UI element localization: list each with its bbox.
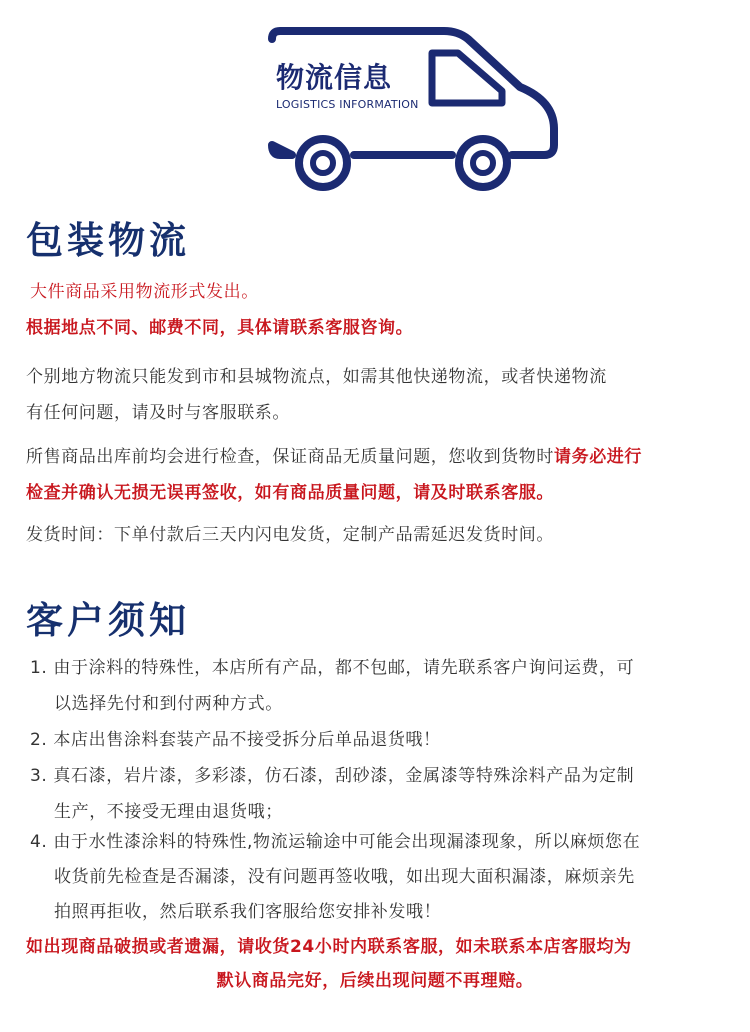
notice-item-3-cont: 生产，不接受无理由退货哦；	[54, 802, 283, 822]
notice-heading: 客户须知	[26, 599, 190, 642]
notice-item-1-cont: 以选择先付和到付两种方式。	[54, 694, 283, 714]
warning-line-1: 如出现商品破损或者遗漏，请收货24小时内联系客服，如未联系本店客服均为	[26, 937, 632, 957]
packaging-line-5	[26, 442, 750, 467]
packaging-line-1: 大件商品采用物流形式发出。	[30, 282, 259, 302]
notice-item-2: 2. 本店出售涂料套装产品不接受拆分后单品退货哦！	[30, 730, 441, 750]
notice-item-4: 4. 由于水性漆涂料的特殊性,物流运输途中可能会出现漏漆现象，所以麻烦您在	[30, 832, 641, 852]
packaging-line-2: 根据地点不同、邮费不同，具体请联系客服咨询。	[26, 318, 414, 338]
notice-item-4-cont-2: 拍照再拒收，然后联系我们客服给您安排补发哦！	[54, 902, 442, 922]
notice-item-3: 3. 真石漆，岩片漆，多彩漆，仿石漆，刮砂漆，金属漆等特殊涂料产品为定制	[30, 766, 635, 786]
packaging-line-5-text: 所售商品出库前均会进行检查，保证商品无质量问题，您收到货物时	[26, 447, 554, 467]
warning-line-2: 默认商品完好，后续出现问题不再理赔。	[216, 971, 534, 991]
banner-subtitle: LOGISTICS INFORMATION	[276, 98, 419, 111]
packaging-line-7: 发货时间：下单付款后三天内闪电发货，定制产品需延迟发货时间。	[26, 525, 554, 545]
banner-title: 物流信息	[276, 61, 393, 94]
packaging-heading: 包装物流	[26, 219, 190, 262]
notice-item-1: 1. 由于涂料的特殊性，本店所有产品，都不包邮，请先联系客户询问运费，可	[30, 658, 635, 678]
packaging-line-5-emphasis: 请务必进行	[554, 447, 642, 467]
packaging-line-6: 检查并确认无损无误再签收，如有商品质量问题，请及时联系客服。	[26, 483, 554, 503]
packaging-line-4: 有任何问题，请及时与客服联系。	[26, 403, 290, 423]
notice-item-4-cont-1: 收货前先检查是否漏漆，没有问题再签收哦，如出现大面积漏漆，麻烦亲先	[54, 867, 635, 887]
packaging-line-3: 个别地方物流只能发到市和县城物流点，如需其他快递物流，或者快递物流	[26, 367, 607, 387]
